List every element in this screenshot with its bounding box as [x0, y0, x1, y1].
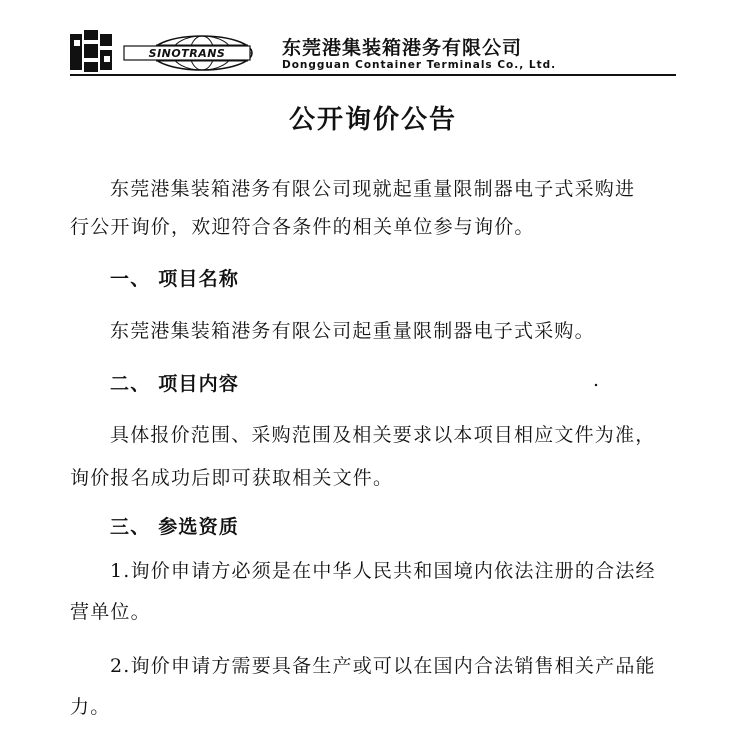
intro-line-2: 行公开询价，欢迎符合各条件的相关单位参与询价。: [70, 216, 535, 238]
section-2-heading: 二、 项目内容: [110, 373, 240, 395]
sinotrans-logo-icon: [120, 34, 270, 72]
header-divider: [70, 74, 676, 76]
item-1-line-1: 1.询价申请方必须是在中华人民共和国境内依法注册的合法经: [110, 560, 656, 582]
section-1-heading: 一、 项目名称: [110, 268, 240, 290]
letterhead: [70, 30, 676, 76]
item-2-line-1: 2.询价申请方需要具备生产或可以在国内合法销售相关产品能: [110, 655, 656, 677]
section-2-body-line-1: 具体报价范围、采购范围及相关要求以本项目相应文件为准，: [110, 424, 656, 446]
section-2-body-line-2: 询价报名成功后即可获取相关文件。: [70, 467, 394, 489]
section-1-body: 东莞港集装箱港务有限公司起重量限制器电子式采购。: [110, 320, 595, 342]
intro-line-1: 东莞港集装箱港务有限公司现就起重量限制器电子式采购进: [110, 178, 636, 200]
item-2-line-2: 力。: [70, 696, 111, 718]
document-title: 公开询价公告: [288, 105, 457, 135]
sinotrans-logo-text: SINOTRANS: [148, 47, 226, 60]
company-name-cn: 东莞港集装箱港务有限公司: [282, 37, 523, 59]
stray-dot: .: [593, 369, 600, 391]
item-1-line-2: 营单位。: [70, 601, 151, 623]
company-name-en: Dongguan Container Terminals Co., Ltd.: [282, 59, 557, 71]
company-logo-mark-icon: [70, 30, 114, 74]
section-3-heading: 三、 参选资质: [110, 516, 240, 538]
